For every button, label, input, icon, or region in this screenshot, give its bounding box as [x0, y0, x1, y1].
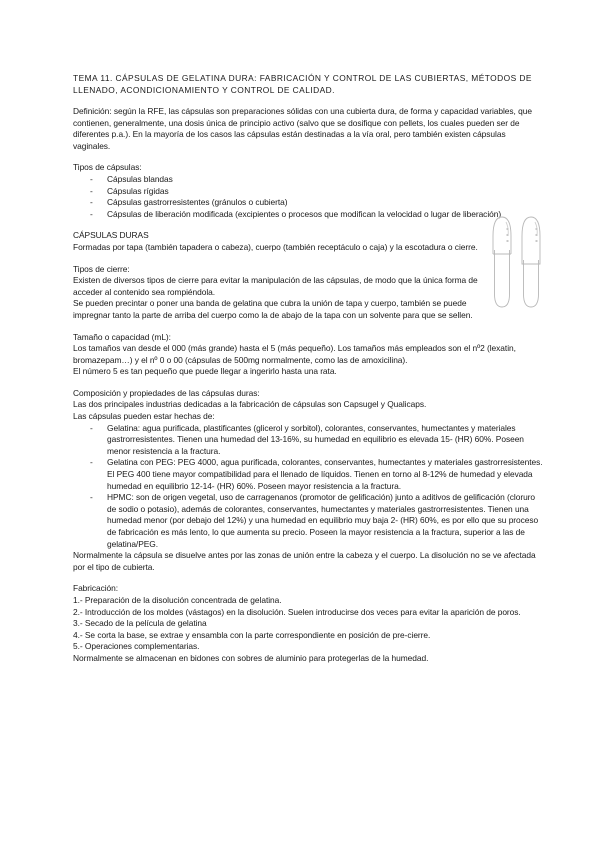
hard-capsules-heading: CÁPSULAS DURAS — [73, 230, 149, 241]
capsule-types-list — [73, 174, 543, 220]
manufacturing-step: 4.- Se corta la base, se extrae y ensambla con la parte correspondiente en posición de pre-cierre. — [73, 629, 431, 640]
composition-paragraph-2: Las cápsulas pueden estar hechas de: — [73, 411, 215, 422]
list-item: - HPMC: son de origen vegetal, uso de carragenanos (promotor de gelificación) junto a aditivos de gelificación (cloruro de sodio o potasio), además de colorantes, conservantes, humectantes y materiales gastrorresistentes. Tienen una humedad menor (por debajo del 12%) y una humedad en equilibrio muy baja 2- (HR) 60%, es por ello que su proceso de fabricación es más lento, lo que aumenta su precio. Poseen la mayor resistencia a la fractura, superior a las de gelatina/PEG. — [90, 492, 543, 550]
composition-list — [73, 423, 543, 551]
composition-paragraph-3: Normalmente la cápsula se disuelve antes por las zonas de unión entre la cabeza y el cuerpo. La disolución no se ve afectada por el tipo de cubierta. — [73, 550, 536, 572]
document-title: TEMA 11. CÁPSULAS DE GELATINA DURA: FABRICACIÓN Y CONTROL DE LAS CUBIERTAS, MÉTODOS DE LLENADO, ACONDICIONAMIENTO Y CONTROL DE CALIDAD. — [73, 73, 532, 95]
manufacturing-heading: Fabricación: — [73, 583, 119, 594]
manufacturing-closing: Normalmente se almacenan en bidones con sobres de aluminio para protegerlas de la humedad. — [73, 652, 429, 663]
manufacturing-step: 5.- Operaciones complementarias. — [73, 641, 200, 652]
size-paragraph-2: El número 5 es tan pequeño que puede llegar a ingerirlo hasta una rata. — [73, 366, 337, 377]
hard-capsules-description: Formadas por tapa (también tapadera o cabeza), cuerpo (también receptáculo o caja) y la escotadura o cierre. — [73, 241, 478, 252]
manufacturing-step: 2.- Introducción de los moldes (vástagos) en la disolución. Suelen introducirse dos veces para evitar la aparición de poros. — [73, 606, 521, 617]
closure-paragraph-1: Existen de diversos tipos de cierre para evitar la manipulación de las cápsulas, de modo que la única forma de acceder al contenido sea rompiéndola. — [73, 275, 478, 297]
capsule-illustration — [488, 214, 548, 310]
list-item: - Gelatina con PEG: PEG 4000, agua purificada, colorantes, conservantes, humectantes y materiales gastrorresistentes. El PEG 400 tiene mayor compatibilidad para el llenado de líquidos. Tienen en torno al 8-12% de humedad y elevada humedad en equilibrio 12-14- (HR) 60%. Poseen mayor resistencia a la fractura. — [90, 457, 543, 492]
capsule-types-heading: Tipos de cápsulas: — [73, 162, 142, 173]
manufacturing-step: 1.- Preparación de la disolución concentrada de gelatina. — [73, 594, 282, 605]
list-item: - Cápsulas gastrorresistentes (gránulos o cubierta) — [90, 197, 543, 209]
size-paragraph-1: Los tamaños van desde el 000 (más grande) hasta el 5 (más pequeño). Los tamaños más empleados son el nº2 (lexatin, bromazepam…) y el nº 0 o 00 (cápsulas de 500mg normalmente, como las de amoxicilina). — [73, 343, 516, 365]
composition-paragraph-1: Las dos principales industrias dedicadas a la fabricación de cápsulas son Capsugel y Qualicaps. — [73, 399, 427, 410]
document-page — [73, 72, 543, 665]
list-item: - Cápsulas blandas — [90, 174, 543, 186]
list-item: - Cápsulas de liberación modificada (excipientes o procesos que modifican la velocidad o lugar de liberación) — [90, 209, 543, 221]
hard-capsules-section — [73, 230, 543, 321]
closure-types-heading: Tipos de cierre: — [73, 263, 130, 274]
list-item: - Gelatina: agua purificada, plastificantes (glicerol y sorbitol), colorantes, conservantes, humectantes y materiales gastrorresistentes. Tienen una humedad del 13-16%, su humedad en equilibrio es elevada 15- (HR) 60%. Poseen menor resistencia a la fractura. — [90, 423, 543, 458]
closure-paragraph-2: Se pueden precintar o poner una banda de gelatina que cubra la unión de tapa y cuerpo, también se puede impregnar tanto la parte de arriba del cuerpo como la de abajo de la tapa con un solvente para que se sellen. — [73, 298, 473, 320]
size-heading: Tamaño o capacidad (mL): — [73, 331, 171, 342]
list-item: - Cápsulas rígidas — [90, 186, 543, 198]
composition-heading: Composición y propiedades de las cápsulas duras: — [73, 387, 260, 398]
manufacturing-step: 3.- Secado de la película de gelatina — [73, 618, 207, 629]
definition-paragraph: Definición: según la RFE, las cápsulas son preparaciones sólidas con una cubierta dura, de forma y capacidad variables, que contienen, generalmente, una dosis única de principio activo (salvo que se dosifique con pellets, los cuales pueden ser de diferentes p.a.). En la mayoría de los casos las cápsulas están destinadas a la vía oral, pero también existen cápsulas vaginales. — [73, 106, 532, 151]
